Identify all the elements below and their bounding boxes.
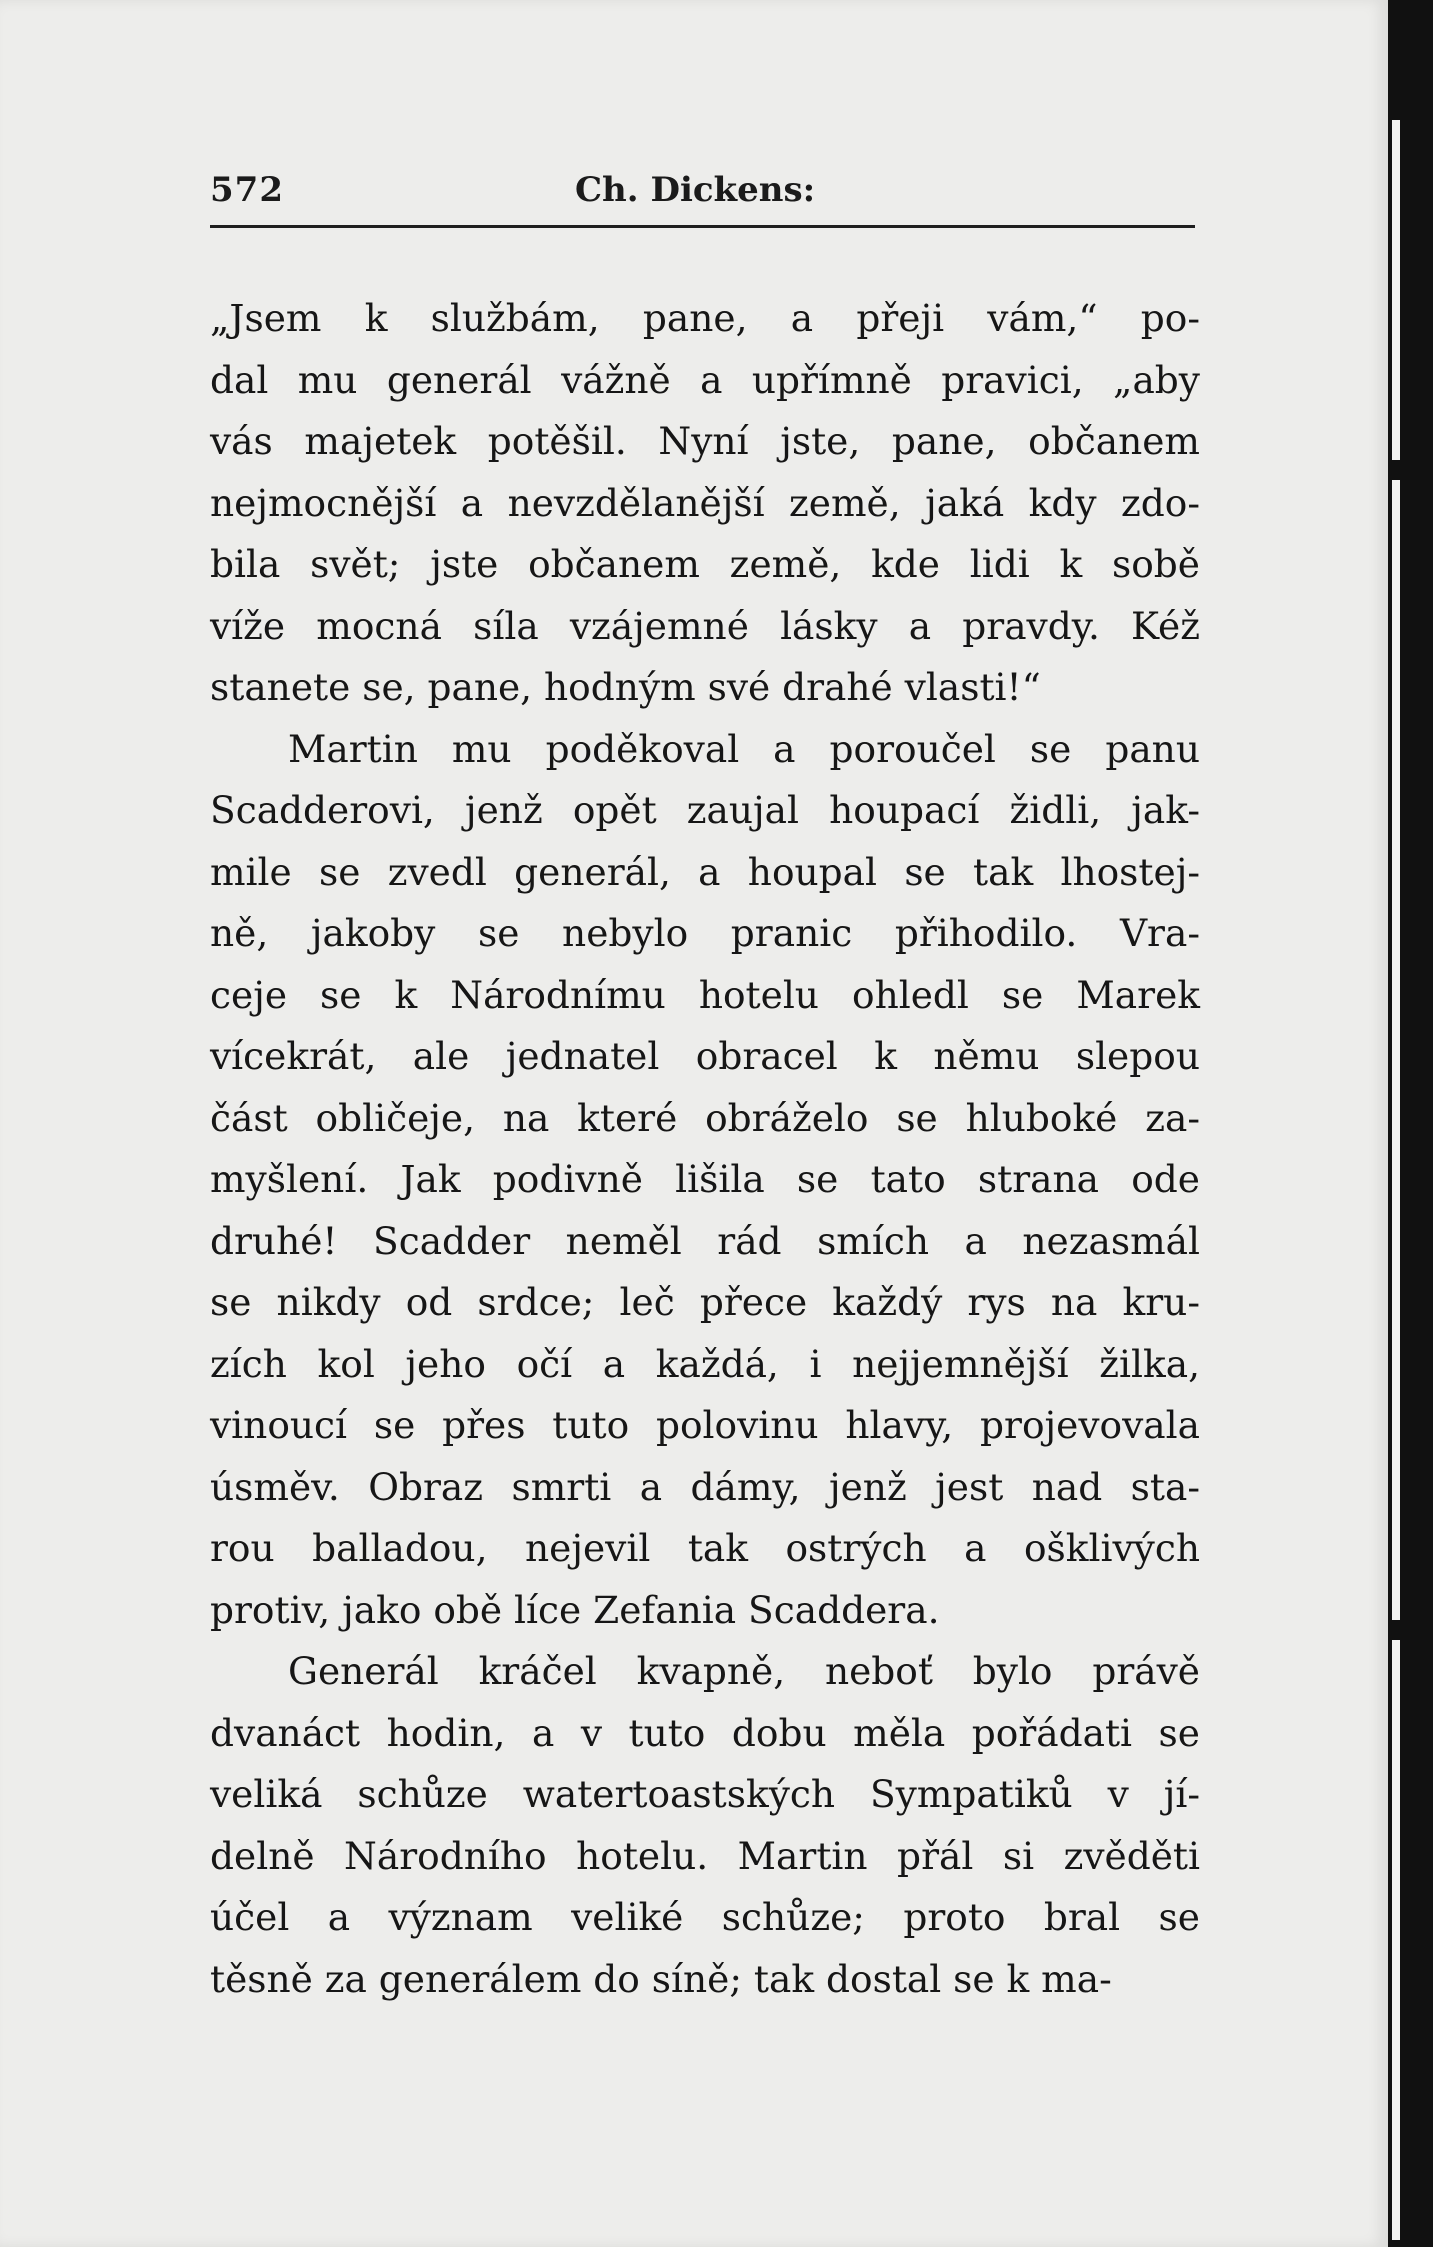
text-line: nejmocnější a nevzdělanější země, jaká kdy zdo- [210,480,1200,525]
running-head [210,162,1195,222]
text-line: bila svět; jste občanem země, kde lidi k sobě [210,542,1200,586]
text-line: Generál kráčel kvapně, neboť bylo právě [288,1649,1200,1693]
text-line: veliká schůze watertoastských Sympatiků v jí- [210,1772,1200,1816]
text-line: Scadderovi, jenž opět zaujal houpací židli, jak- [210,788,1200,832]
text-line: myšlení. Jak podivně lišila se tato strana ode [210,1157,1200,1201]
page-number: 572 [210,170,284,210]
text-line: vás majetek potěšil. Nyní jste, pane, občanem [210,419,1200,463]
running-head-author: Ch. Dickens: [575,170,816,210]
body-text [210,288,1200,2010]
text-line: stanete se, pane, hodným své drahé vlasti!“ [210,665,1041,709]
text-line: protiv, jako obě líce Zefania Scaddera. [210,1587,940,1632]
text-line: účel a význam veliké schůze; proto bral se [210,1895,1200,1939]
page-edge-strip [1392,1640,1400,2240]
text-line: úsměv. Obraz smrti a dámy, jenž jest nad sta- [210,1464,1200,1509]
page-edge-strip [1392,120,1400,460]
text-line: „Jsem k službám, pane, a přeji vám,“ po- [210,296,1200,340]
text-line: ně, jakoby se nebylo pranic přihodilo. Vra- [210,911,1200,955]
text-line: dvanáct hodin, a v tuto dobu měla pořádati se [210,1710,1200,1755]
text-line: se nikdy od srdce; leč přece každý rys na kru- [210,1280,1200,1324]
text-line: Martin mu poděkoval a poroučel se panu [288,726,1200,771]
text-line: dal mu generál vážně a upřímně pravici, „aby [210,357,1200,402]
text-line: delně Národního hotelu. Martin přál si zvěděti [210,1833,1200,1878]
paragraph [210,288,1200,719]
text-line: vinoucí se přes tuto polovinu hlavy, projevovala [210,1403,1200,1447]
header-rule [210,225,1195,228]
text-line: druhé! Scadder neměl rád smích a nezasmál [210,1218,1200,1263]
text-line: ceje se k Národnímu hotelu ohledl se Marek [210,972,1200,1017]
text-line: těsně za generálem do síně; tak dostal se k ma- [210,1956,1112,2001]
text-line: víže mocná síla vzájemné lásky a pravdy. Kéž [210,603,1200,648]
text-line: část obličeje, na které obráželo se hluboké za- [210,1095,1200,1140]
text-line: mile se zvedl generál, a houpal se tak lhostej- [210,849,1200,894]
text-line: zích kol jeho očí a každá, i nejjemnější žilka, [210,1341,1200,1386]
text-line: rou balladou, nejevil tak ostrých a ošklivých [210,1526,1200,1570]
text-line: vícekrát, ale jednatel obracel k němu slepou [210,1034,1200,1078]
page-edge-strip [1392,480,1400,1620]
paragraph [210,1641,1200,2010]
paragraph [210,719,1200,1642]
